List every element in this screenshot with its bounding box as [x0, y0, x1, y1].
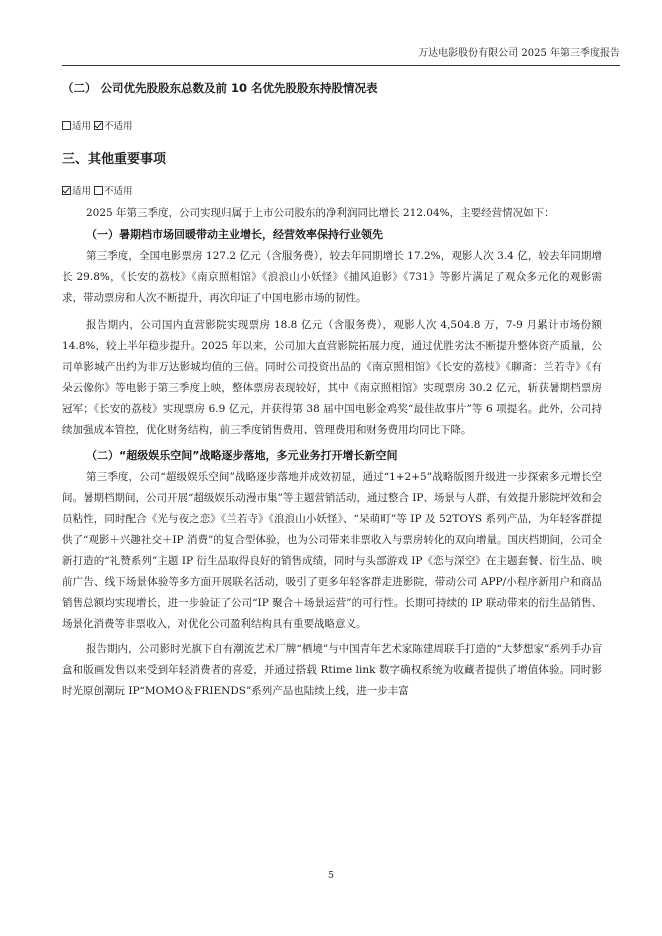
applicable-label: 适用 — [72, 186, 92, 197]
other-matters-heading: 三、其他重要事项 — [62, 152, 167, 167]
checkbox-checked-icon[interactable] — [94, 121, 103, 130]
report-title: 万达电影股份有限公司 2025 年第三季度报告 — [418, 48, 620, 59]
checkbox-unchecked-icon[interactable] — [62, 121, 71, 130]
other-matters-applicability — [62, 183, 602, 197]
subsection-1-heading: （一）暑期档市场回暖带动主业增长，经营效率保持行业领先 — [86, 228, 383, 241]
checkbox-checked-icon[interactable] — [62, 186, 71, 195]
preferred-applicability — [62, 118, 602, 132]
subsection-2-paragraph-2: 报告期内，公司影时光旗下自有潮流艺术厂牌“栖境”与中国青年艺术家陈建周联手打造的“大梦想家”系列手办盲盒和版画发售以来受到年轻消费者的喜爱，并通过搭载 Rtime link 数字确权系统为收藏者提供了增值体验。同时影时光原创潮玩 IP“MOMO＆FRIENDS”系列产品也陆续上线，进一步丰富 — [62, 643, 602, 697]
applicable-label: 适用 — [72, 121, 92, 132]
subsection-1-paragraph-1: 第三季度，全国电影票房 127.2 亿元（含服务费），较去年同期增长 17.2%，观影人次 3.4 亿，较去年同期增长 29.8%，《长安的荔枝》《南京照相馆》《浪浪山小妖怪》《捕风追影》《731》等影片满足了观众多元化的观影需求，带动票房和人次不断提升，再次印证了中国电影市场的韧性。 — [62, 250, 602, 304]
not-applicable-label: 不适用 — [104, 186, 133, 197]
checkbox-unchecked-icon[interactable] — [94, 186, 103, 195]
intro-paragraph: 2025 年第三季度，公司实现归属于上市公司股东的净利润同比增长 212.04%，主要经营情况如下： — [86, 207, 555, 219]
not-applicable-label: 不适用 — [104, 121, 133, 132]
page-header — [62, 44, 620, 66]
page-body — [62, 80, 602, 702]
subsection-2-heading: （二）“超级娱乐空间”战略逐步落地，多元业务打开增长新空间 — [86, 449, 398, 462]
page-number: 5 — [327, 870, 335, 881]
preferred-shareholders-heading: （二） 公司优先股股东总数及前 10 名优先股股东持股情况表 — [62, 81, 378, 95]
page-footer — [0, 870, 662, 881]
subsection-2-paragraph-1: 第三季度，公司“超级娱乐空间”战略逐步落地并成效初显，通过“1+2+5”战略版图升级进一步探索多元增长空间。暑期档期间，公司开展“超级娱乐动漫市集”等主题营销活动，通过整合 IP、场景与人群，有效提升影院坪效和会员粘性，同时配合《光与夜之恋》《兰若寺》《浪浪山小妖怪》、“呆萌町”等 IP 及 52TOYS 系列产品，为年轻客群提供了“观影＋兴趣社交＋IP 消费”的复合型体验，也为公司带来非票收入与票房转化的双向增量。国庆档期间，公司全新打造的“礼赞系列”主题 IP 衍生品取得良好的销售成绩，同时与头部游戏 IP《恋与深空》在主题套餐、衍生品、映前广告、线下场景体验等多方面开展联名活动，吸引了更多年轻客群走进影院，带动公司 APP/小程序新用户和商品销售总额均实现增长，进一步验证了公司“IP 聚合＋场景运营”的可行性。长期可持续的 IP 联动带来的衍生品销售、场景化消费等非票收入，对优化公司盈利结构具有重要战略意义。 — [62, 471, 602, 630]
subsection-1-paragraph-2: 报告期内，公司国内直营影院实现票房 18.8 亿元（含服务费），观影人次 4,504.8 万，7-9 月累计市场份额 14.8%，较上半年稳步提升。2025 年以来，公司加大直营影院拓展力度，通过优胜劣汰不断提升整体资产质量，公司单影城产出约为非万达影城均值的三倍。同时公司投资出品的《南京照相馆》《长安的荔枝》《聊斋：兰若寺》《有朵云像你》等电影于第三季度上映，整体票房表现较好，其中《南京照相馆》实现票房 30.2 亿元，斩获暑期档票房冠军；《长安的荔枝》实现票房 6.9 亿元，并获得第 38 届中国电影金鸡奖“最佳故事片”等 6 项提名。此外，公司持续加强成本管控，优化财务结构，前三季度销售费用、管理费用和财务费用均同比下降。 — [62, 319, 602, 436]
